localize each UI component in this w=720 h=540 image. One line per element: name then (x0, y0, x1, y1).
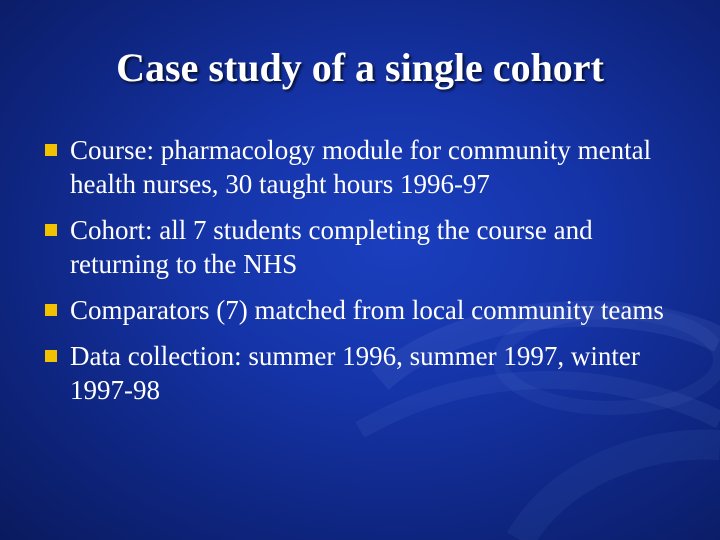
bullet-text: Course: pharmacology module for community mental health nurses, 30 taught hours 1996-97 (70, 135, 652, 199)
bullet-item (44, 293, 684, 327)
bullet-item (44, 133, 684, 201)
slide-title: Case study of a single cohort (116, 45, 604, 90)
bullet-text: Data collection: summer 1996, summer 1997, winter 1997-98 (70, 341, 640, 405)
square-bullet-icon (45, 304, 57, 316)
square-bullet-icon (45, 350, 57, 362)
bullet-list (44, 133, 684, 419)
bullet-text: Comparators (7) matched from local community teams (70, 295, 664, 325)
bullet-item (44, 339, 684, 407)
bullet-text: Cohort: all 7 students completing the course and returning to the NHS (70, 215, 593, 279)
bullet-item (44, 213, 684, 281)
square-bullet-icon (45, 224, 57, 236)
square-bullet-icon (45, 144, 57, 156)
